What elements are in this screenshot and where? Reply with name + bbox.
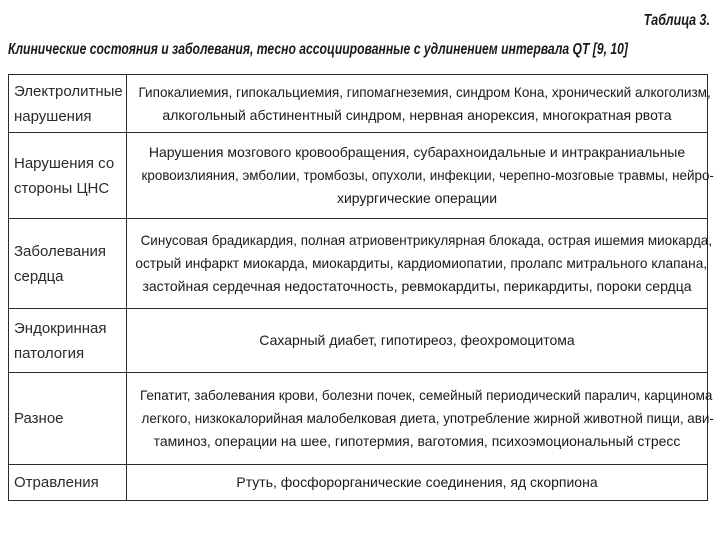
- category-cell: [9, 309, 127, 373]
- description-line: алкогольный абстинентный синдром, нервная анорексия, многократная рвота: [162, 106, 672, 123]
- description-cell: [127, 219, 713, 309]
- table-body: [9, 75, 714, 501]
- description-line: острый инфаркт миокарда, миокардиты, кардиомиопатии, пролапс митрального клапана,: [135, 255, 708, 271]
- category-cell: [9, 373, 127, 465]
- description-line: Ртуть, фосфорорганические соединения, яд скорпиона: [236, 474, 598, 490]
- table-row: [9, 219, 708, 309]
- description-line: хирургические операции: [336, 190, 498, 206]
- category-cell: [9, 133, 127, 219]
- description-line: кровоизлияния, эмболии, тромбозы, опухоли, инфекции, черепно-мозговые травмы, нейро-: [141, 167, 714, 183]
- table-row: [9, 133, 708, 219]
- category-cell: [9, 465, 127, 501]
- description-line: Сахарный диабет, гипотиреоз, феохромоцитома: [259, 332, 575, 348]
- description-cell: [127, 75, 711, 133]
- category-line: Отравления: [14, 474, 99, 491]
- table-row: [9, 309, 708, 373]
- description-cell: [127, 373, 714, 465]
- table-row: [9, 373, 708, 465]
- category-line: Электролитные: [14, 82, 123, 100]
- category-line: Заболевания: [14, 242, 107, 260]
- description-line: Синусовая брадикардия, полная атриовентрикулярная блокада, острая ишемия миокарда,: [140, 232, 713, 248]
- description-line: Гипокалиемия, гипокальциемия, гипомагнеземия, синдром Кона, хронический алкоголизм,: [138, 83, 711, 100]
- description-cell: [127, 465, 708, 501]
- table-number: Таблица 3.: [643, 12, 710, 29]
- description-line: легкого, низкокалорийная малобелковая диета, употребление жирной животной пищи, ави-: [141, 410, 714, 426]
- category-line: Нарушения со: [14, 154, 115, 172]
- conditions-table: [8, 74, 714, 501]
- category-line: Разное: [14, 410, 64, 427]
- description-line: Нарушения мозгового кровообращения, субарахноидальные и интракраниальные: [148, 144, 686, 160]
- category-cell: [9, 75, 127, 133]
- table-row: [9, 75, 708, 133]
- table-caption: Клинические состояния и заболевания, тесно ассоциированные с удлинением интервала QT [9, 10]: [8, 41, 628, 58]
- description-line: застойная сердечная недостаточность, ревмокардиты, перикардиты, пороки сердца: [142, 278, 692, 294]
- category-cell: [9, 219, 127, 309]
- description-line: таминоз, операции на шее, гипотермия, ваготомия, психоэмоциональный стресс: [153, 433, 681, 449]
- table-row: [9, 465, 708, 501]
- description-cell: [127, 309, 708, 373]
- category-line: сердца: [14, 267, 64, 285]
- category-line: Эндокринная: [14, 319, 107, 337]
- description-cell: [127, 133, 714, 219]
- category-line: стороны ЦНС: [14, 179, 110, 197]
- category-line: патология: [14, 344, 85, 362]
- category-line: нарушения: [14, 107, 92, 125]
- description-line: Гепатит, заболевания крови, болезни почек, семейный периодический паралич, карцинома: [139, 387, 713, 403]
